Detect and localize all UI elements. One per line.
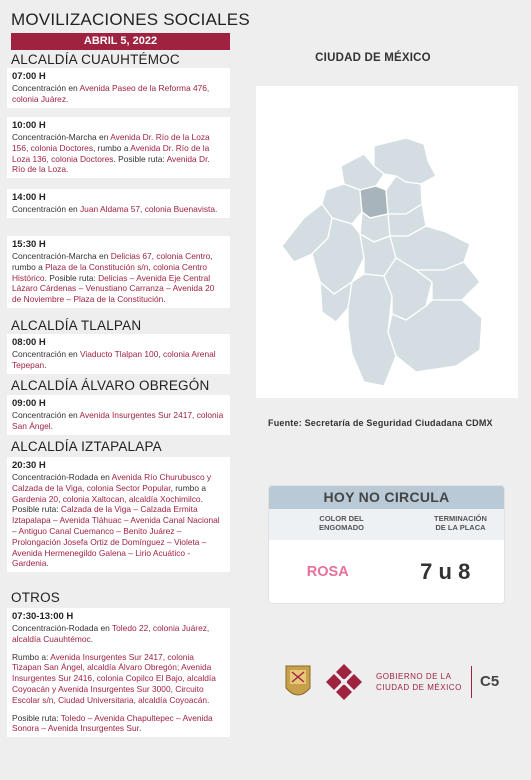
section-title-otros: OTROS (11, 590, 61, 605)
event-location-text: Plaza de la Constitución s/n, colonia Centro Histórico (12, 261, 208, 283)
page-title: MOVILIZACIONES SOCIALES (11, 10, 250, 29)
event-location-text: Toledo 22, colonia Juárez, alcaldía Cuauhtémoc (12, 623, 210, 644)
event-location-text: Avenida Dr. Río de la Loza 136, colonia Doctores (12, 142, 210, 164)
section-title-cuauhtemoc: ALCALDÍA CUAUHTÉMOC (11, 52, 180, 67)
event-text: Rumbo a: (12, 651, 51, 662)
c5-logo: C5 (480, 673, 500, 690)
event-location-text: Avenida Dr. Río de la Loza 156, colonia Doctores (12, 132, 210, 153)
event-card (7, 189, 230, 218)
event-text: Concentración en (12, 83, 80, 93)
footer-divider (471, 666, 472, 698)
event-location-text: Avenida Insurgentes Sur 2417, colonia San Ángel (12, 410, 224, 431)
event-text: . (90, 633, 94, 644)
event-location-text: Gardenia 20, colonia Xaltocan, alcaldía Xochimilco (12, 493, 201, 504)
event-description (12, 83, 225, 105)
event-description (12, 623, 225, 734)
plate-header: TERMINACIÓN DE LA PLACA (434, 514, 487, 532)
event-location-text: Avenida Río Churubusco y Calzada de la Viga, colonia Sector Popular (12, 472, 212, 493)
color-header: COLOR DEL ENGOMADO (319, 514, 364, 532)
event-text: . (207, 694, 210, 705)
event-text: . (46, 558, 49, 569)
event-text: . Posible ruta: (44, 272, 99, 283)
event-text: . (66, 164, 69, 175)
map-source-caption: Fuente: Secretaría de Seguridad Ciudadana CDMX (268, 418, 493, 428)
event-location-text: Viaducto Tlalpan 100, colonia Arenal Tepepan (12, 349, 216, 370)
event-time: 10:00 H (12, 120, 46, 131)
event-location-text: Calzada de la Viga – Calzada Ermita Iztapalapa – Avenida Tláhuac – Avenida Canal Nacional – Antiguo Canal Cuemanco – Benito Juárez – Prolongación Josefa Ortiz de Domínguez – Violeta – Avenida Hermenegildo Galena – Lirio Acuático - Gardenia (12, 504, 220, 569)
event-text: , rumbo a (93, 142, 131, 153)
event-text: Concentración-Marcha en (12, 251, 111, 261)
hoy-no-circula-values (269, 540, 504, 604)
event-time: 15:30 H (12, 239, 46, 250)
cdmx-coat-of-arms-icon (286, 666, 310, 695)
section-title-alvaro-obregon: ALCALDÍA ÁLVARO OBREGÓN (11, 378, 210, 393)
event-card (7, 457, 230, 572)
event-card (7, 608, 230, 737)
cdmx-map (256, 86, 518, 398)
map-title: CIUDAD DE MÉXICO (315, 52, 431, 64)
event-text: Concentración-Marcha en (12, 132, 111, 142)
event-text: . (163, 294, 166, 305)
section-title-iztapalapa: ALCALDÍA IZTAPALAPA (11, 439, 162, 454)
event-location-text: Avenida Paseo de la Reforma 476, colonia Juárez (12, 83, 210, 104)
footer-logos (278, 658, 518, 706)
event-time: 20:30 H (12, 460, 46, 471)
event-location-text: Delicias – Avenida Eje Central Lázaro Cárdenas – Venustiano Carranza – Avenida 20 de Noviembre – Plaza de la Constitución (12, 272, 215, 305)
event-text: . Posible ruta: (12, 493, 203, 515)
event-text: Concentración en (12, 349, 80, 359)
gobierno-cdmx-logo-icon (326, 664, 362, 700)
event-description (12, 349, 225, 371)
event-text: . (138, 723, 142, 734)
event-card (7, 117, 230, 178)
event-description (12, 410, 225, 432)
date-banner: ABRIL 5, 2022 (11, 33, 230, 50)
event-text: Concentración-Rodada en (12, 623, 112, 633)
event-time: 07:00 H (12, 71, 46, 82)
section-title-tlalpan: ALCALDÍA TLALPAN (11, 318, 142, 333)
event-text: , rumbo a (12, 251, 213, 272)
event-time: 09:00 H (12, 398, 46, 409)
event-text: . Posible ruta: (113, 153, 167, 164)
event-location-text: Delicias 67, colonia Centro (110, 251, 211, 261)
event-text: Posible ruta: (12, 712, 61, 723)
engomado-color-value: ROSA (306, 564, 349, 580)
event-description (12, 251, 225, 305)
event-text: , rumbo a (170, 482, 206, 493)
hoy-no-circula-title: HOY NO CIRCULA (269, 486, 504, 509)
event-card (7, 395, 230, 435)
event-text: . (50, 420, 53, 431)
event-time: 14:00 H (12, 192, 46, 203)
event-description (12, 472, 225, 569)
event-text: Concentración en (12, 410, 80, 420)
event-card (7, 68, 230, 108)
cdmx-map-graphic (256, 86, 518, 398)
event-location-text: Toledo – Avenida Chapultepec – Avenida Sonora – Avenida Insurgentes Sur (12, 712, 213, 734)
event-card (7, 236, 230, 308)
event-location-text: Avenida Dr. Río de la Loza (12, 153, 210, 175)
event-description (12, 132, 225, 175)
event-location-text: Juan Aldama 57, colonia Buenavista (79, 204, 216, 214)
event-card (7, 334, 230, 374)
map-region-gam (374, 138, 436, 184)
event-text: . (66, 93, 69, 104)
event-text: Concentración en (12, 204, 80, 214)
event-location-text: Avenida Insurgentes Sur 2417, colonia Tizapan San Ángel, alcaldía Álvaro Obregón; Avenida Insurgentes Sur 2416, colonia Copilco El Bajo, alcaldía Coyoacán y Avenida Insurgentes Sur 3000, Circuito Escolar s/n, Ciudad Universitaria, alcaldía Coyoacán (12, 651, 216, 705)
event-text: Concentración-Rodada en (12, 472, 112, 482)
hoy-no-circula-headers (269, 509, 504, 540)
event-text: . (215, 204, 218, 214)
plate-ending-value: 7 u 8 (420, 559, 471, 584)
gov-text-line2: CIUDAD DE MÉXICO (376, 683, 462, 692)
gov-text-line1: GOBIERNO DE LA (376, 672, 452, 681)
event-description (12, 204, 225, 215)
hoy-no-circula-panel (268, 485, 505, 604)
event-time: 08:00 H (12, 337, 46, 348)
event-time: 07:30-13:00 H (12, 611, 74, 622)
event-text: . (44, 359, 47, 370)
